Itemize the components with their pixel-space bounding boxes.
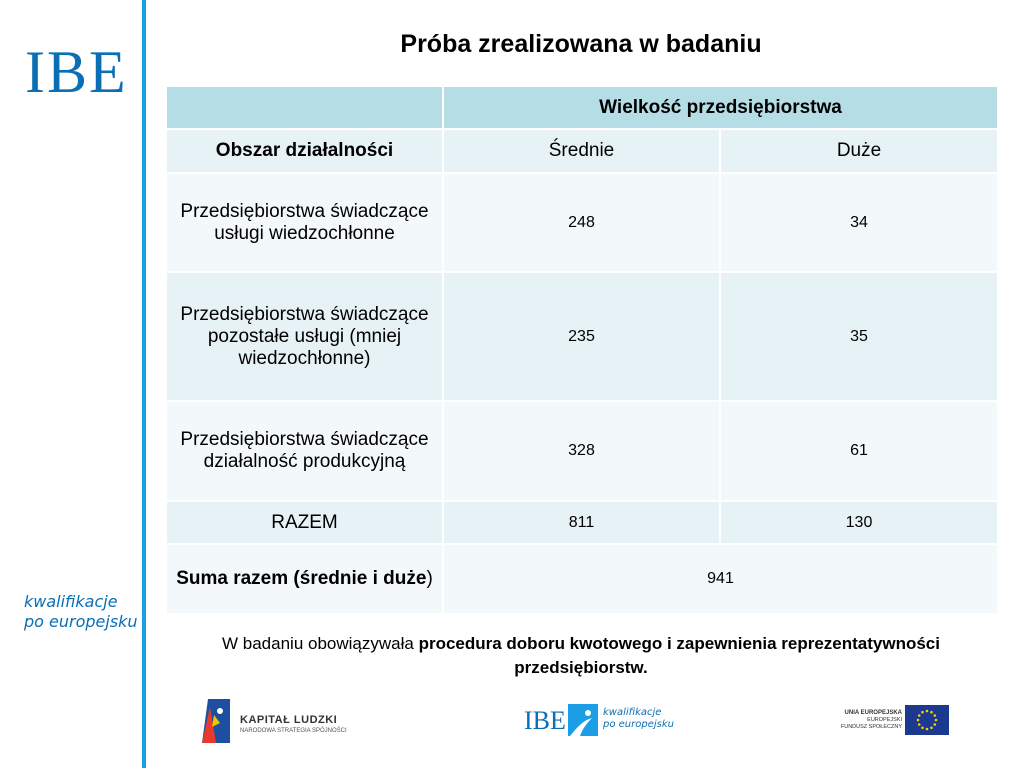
group-header: Wielkość przedsiębiorstwa	[443, 86, 998, 129]
col-large-header: Duże	[720, 129, 998, 173]
table-subheader-row	[166, 129, 998, 173]
table-row	[166, 401, 998, 501]
area-header: Obszar działalności	[166, 129, 443, 173]
row-large-value: 130	[720, 501, 998, 544]
row-label: Przedsiębiorstwa świadczące usługi wiedzochłonne	[166, 173, 443, 272]
row-large-value: 34	[720, 173, 998, 272]
footer-ibe-logo: IBE	[524, 706, 566, 735]
table-header-row	[166, 86, 998, 129]
sum-label	[166, 544, 443, 614]
sum-value: 941	[443, 544, 998, 614]
tagline-line2: po europejsku	[24, 612, 138, 631]
table-row	[166, 173, 998, 272]
row-large-value: 35	[720, 272, 998, 401]
kl-subtitle: NARODOWA STRATEGIA SPÓJNOŚCI	[240, 728, 347, 734]
row-medium-value: 811	[443, 501, 720, 544]
row-label: RAZEM	[166, 501, 443, 544]
footer-tagline	[603, 707, 674, 731]
footer-tag1: kwalifikacje	[603, 707, 662, 718]
person-figure-icon	[0, 640, 146, 768]
footer-figure-icon	[568, 704, 598, 736]
eu-flag-icon	[905, 705, 949, 735]
ibe-logo: IBE	[25, 39, 128, 105]
sidebar	[0, 0, 146, 768]
table-sum-row	[166, 544, 998, 614]
row-medium-value: 235	[443, 272, 720, 401]
row-label: Przedsiębiorstwa świadczące działalność produkcyjną	[166, 401, 443, 501]
note-bold: procedura doboru kwotowego i zapewnienia reprezentatywności przedsiębiorstw.	[418, 634, 940, 677]
table-total-row	[166, 501, 998, 544]
kl-title: KAPITAŁ LUDZKI	[240, 714, 338, 726]
footer-tag2: po europejsku	[603, 719, 674, 730]
method-note	[166, 632, 996, 680]
eu-text	[836, 710, 902, 731]
eu-line1: UNIA EUROPEJSKA	[844, 710, 902, 716]
row-medium-value: 248	[443, 173, 720, 272]
note-prefix: W badaniu obowiązywała	[222, 634, 419, 653]
eu-line2: EUROPEJSKI	[867, 717, 902, 723]
row-medium-value: 328	[443, 401, 720, 501]
sum-label-bold: Suma razem (średnie i duże	[176, 568, 427, 589]
tagline-line1: kwalifikacje	[24, 592, 118, 611]
header-empty-cell	[166, 86, 443, 129]
sum-label-close: )	[426, 568, 433, 589]
eu-line3: FUNDUSZ SPOŁECZNY	[840, 724, 902, 730]
row-large-value: 61	[720, 401, 998, 501]
sidebar-tagline	[24, 592, 146, 632]
kapital-ludzki-emblem-icon	[200, 697, 234, 745]
table-row	[166, 272, 998, 401]
page-title: Próba zrealizowana w badaniu	[400, 30, 762, 58]
sample-table	[165, 85, 999, 615]
col-medium-header: Średnie	[443, 129, 720, 173]
row-label: Przedsiębiorstwa świadczące pozostałe usługi (mniej wiedzochłonne)	[166, 272, 443, 401]
